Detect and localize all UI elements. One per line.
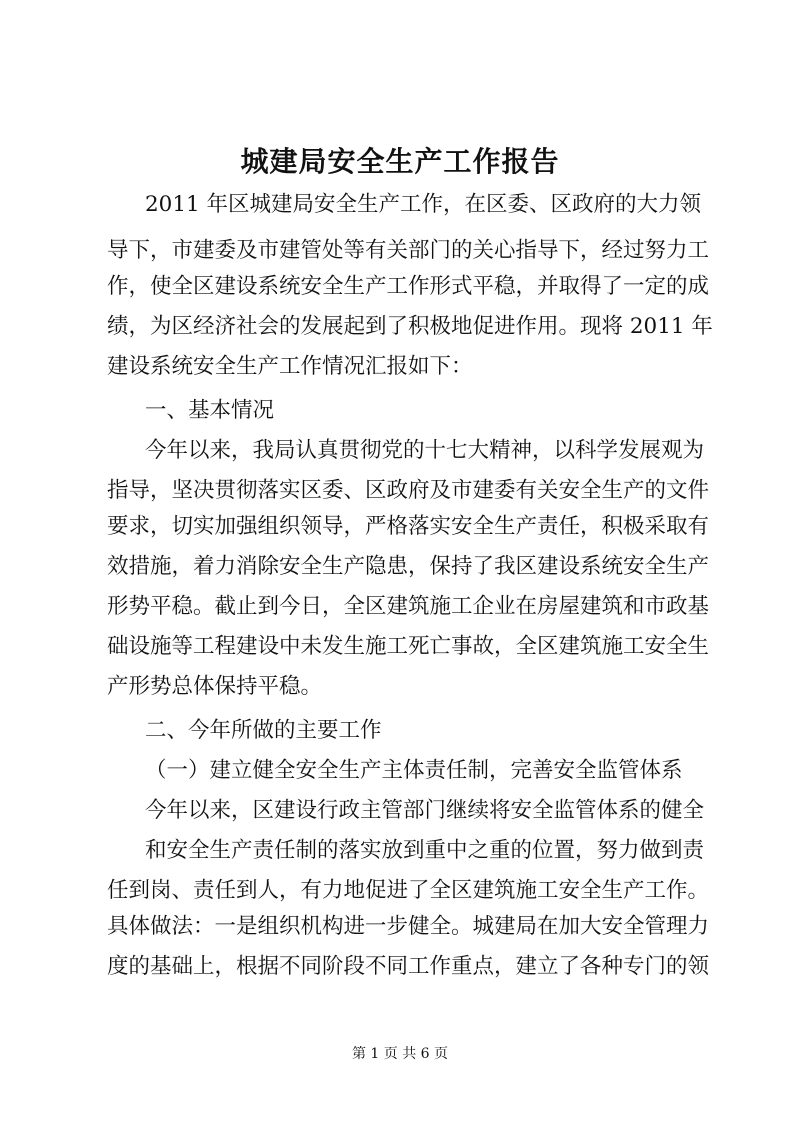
section-heading: 二、今年所做的主要工作 <box>145 718 382 743</box>
text-line: 具体做法：一是组织机构进一步健全。城建局在加大安全管理力 <box>107 914 710 939</box>
text-line: 建设系统安全生产工作情况汇报如下： <box>107 354 473 379</box>
text-line: 础设施等工程建设中未发生施工死亡事故，全区建筑施工安全生 <box>107 634 710 659</box>
subsection-heading: （一）建立健全安全生产主体责任制，完善安全监管体系 <box>145 758 683 783</box>
text-line: 指导，坚决贯彻落实区委、区政府及市建委有关安全生产的文件 <box>107 478 710 503</box>
text-line: 今年以来，我局认真贯彻党的十七大精神，以科学发展观为 <box>145 438 705 463</box>
text-line: 今年以来，区建设行政主管部门继续将安全监管体系的健全 <box>145 798 705 823</box>
text-line: 2011 年区城建局安全生产工作，在区委、区政府的大力领 <box>145 192 702 217</box>
page-indicator: 第 1 页 共 6 页 <box>351 1046 449 1062</box>
text-line: 形势平稳。截止到今日，全区建筑施工企业在房屋建筑和市政基 <box>107 594 710 619</box>
section-heading: 一、基本情况 <box>145 398 275 423</box>
text-line: 要求，切实加强组织领导，严格落实安全生产责任，积极采取有 <box>107 514 710 539</box>
text-line: 效措施，着力消除安全生产隐患，保持了我区建设系统安全生产 <box>107 554 710 579</box>
document-title: 城建局安全生产工作报告 <box>240 145 560 178</box>
text-line: 产形势总体保持平稳。 <box>107 674 323 699</box>
text-line: 导下，市建委及市建管处等有关部门的关心指导下，经过努力工 <box>107 238 710 263</box>
text-line: 作，使全区建设系统安全生产工作形式平稳，并取得了一定的成 <box>107 274 710 299</box>
text-line: 和安全生产责任制的落实放到重中之重的位置，努力做到责 <box>145 838 705 863</box>
text-line: 任到岗、责任到人，有力地促进了全区建筑施工安全生产工作。 <box>107 878 710 903</box>
text-line: 度的基础上，根据不同阶段不同工作重点，建立了各种专门的领 <box>107 954 710 979</box>
text-line: 绩，为区经济社会的发展起到了积极地促进作用。现将 2011 年 <box>107 314 713 339</box>
